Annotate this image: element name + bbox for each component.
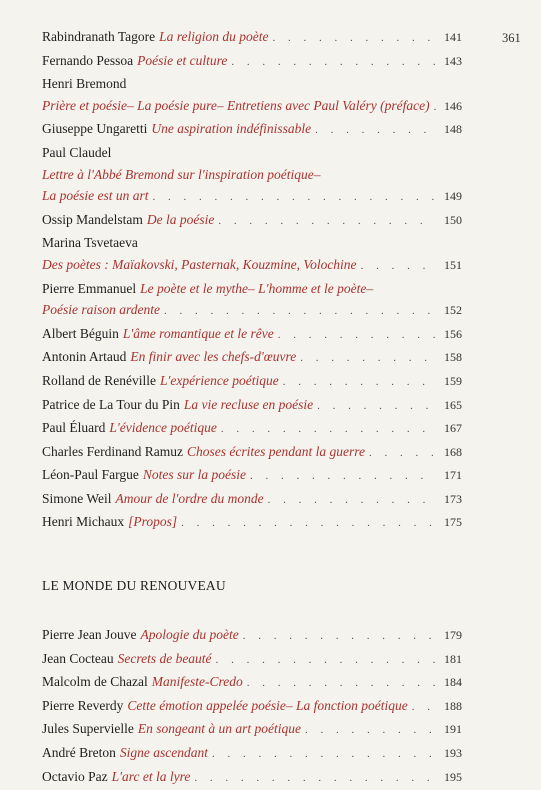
toc-entry-jouve xyxy=(42,624,462,648)
author-name: Ossip Mandelstam xyxy=(42,211,143,227)
work-title: Apologie du poète xyxy=(140,627,239,643)
work-title: La poésie est un art xyxy=(42,188,149,204)
dot-leader xyxy=(283,372,436,394)
toc-entry-paz xyxy=(42,766,462,790)
work-title: La vie recluse en poésie xyxy=(183,396,314,412)
work-title: Cette émotion appelée poésie– La fonction poétique xyxy=(127,697,408,713)
dot-leader xyxy=(247,673,436,695)
toc-entry-bremond xyxy=(42,73,462,118)
author-name: Paul Claudel xyxy=(42,144,112,160)
page-ref: 159 xyxy=(444,373,462,388)
toc-entry-emmanuel xyxy=(42,278,462,323)
dot-leader xyxy=(212,744,436,766)
work-title: Poésie raison ardente xyxy=(42,302,160,318)
dot-leader xyxy=(317,396,436,418)
author-name: Simone Weil xyxy=(42,490,112,506)
author-name: André Breton xyxy=(42,745,116,761)
toc-entry-weil xyxy=(42,488,462,512)
work-title: De la poésie xyxy=(146,211,215,227)
toc-entry-claudel xyxy=(42,142,462,209)
work-title: En finir avec les chefs-d'œuvre xyxy=(130,349,297,365)
author-name: Pierre Emmanuel xyxy=(42,280,137,296)
toc-entry-beguin xyxy=(42,323,462,347)
page-ref: 181 xyxy=(444,651,462,666)
page-ref: 141 xyxy=(444,30,462,44)
work-title: Lettre à l'Abbé Bremond sur l'inspiration poétique– xyxy=(42,166,321,182)
section-heading: LE MONDE DU RENOUVEAU xyxy=(42,578,226,594)
work-title: [Propos] xyxy=(128,514,178,530)
toc-entry-breton xyxy=(42,742,462,766)
page-ref: 173 xyxy=(444,491,462,506)
author-name: Patrice de La Tour du Pin xyxy=(42,396,180,412)
page-ref: 152 xyxy=(444,303,462,318)
work-title: Le poète et le mythe– L'homme et le poète– xyxy=(140,280,374,296)
table-of-contents xyxy=(42,26,462,789)
author-name: Albert Béguin xyxy=(42,325,119,341)
page-ref: 146 xyxy=(444,98,462,113)
page-ref: 150 xyxy=(444,212,462,227)
page-ref: 156 xyxy=(444,326,462,341)
toc-entry-fargue xyxy=(42,464,462,488)
author-name: Pierre Jean Jouve xyxy=(42,627,137,643)
work-title: Amour de l'ordre du monde xyxy=(115,490,264,506)
toc-entry-latourdupin xyxy=(42,394,462,418)
work-title: Une aspiration indéfinissable xyxy=(151,121,312,137)
author-name: Léon-Paul Fargue xyxy=(42,467,139,483)
dot-leader xyxy=(221,419,436,441)
page-ref: 148 xyxy=(444,122,462,137)
page-ref: 179 xyxy=(444,628,462,643)
work-title: Choses écrites pendant la guerre xyxy=(186,443,365,459)
author-name: Giuseppe Ungaretti xyxy=(42,121,148,137)
toc-entry-pessoa xyxy=(42,50,462,74)
work-title: Prière et poésie– La poésie pure– Entretiens avec Paul Valéry (préface) xyxy=(42,97,430,113)
toc-entry-chazal xyxy=(42,671,462,695)
page-number: 361 xyxy=(502,31,521,45)
work-title: Notes sur la poésie xyxy=(142,467,246,483)
page-ref: 158 xyxy=(444,350,462,365)
page-ref: 143 xyxy=(444,53,462,68)
toc-entry-ramuz xyxy=(42,441,462,465)
author-name: Jean Cocteau xyxy=(42,650,114,666)
dot-leader xyxy=(268,490,436,512)
work-title: Manifeste-Credo xyxy=(151,674,243,690)
dot-leader xyxy=(369,443,436,465)
toc-entry-michaux xyxy=(42,511,462,535)
author-name: Rolland de Renéville xyxy=(42,372,156,388)
work-title: Des poètes : Maïakovski, Pasternak, Kouzmine, Volochine xyxy=(42,256,357,272)
dot-leader xyxy=(434,97,436,119)
author-name: Henri Michaux xyxy=(42,514,125,530)
author-name: Malcolm de Chazal xyxy=(42,674,148,690)
work-title: La religion du poète xyxy=(159,29,269,44)
work-title: En songeant à un art poétique xyxy=(137,721,301,737)
dot-leader xyxy=(315,120,436,142)
work-title: Signe ascendant xyxy=(119,745,208,761)
work-title: L'expérience poétique xyxy=(159,372,279,388)
dot-leader xyxy=(278,325,436,347)
toc-entry-reverdy xyxy=(42,695,462,719)
dot-leader xyxy=(231,52,436,74)
page-ref: 171 xyxy=(444,468,462,483)
toc-entry-mandelstam xyxy=(42,209,462,233)
toc-entry-eluard xyxy=(42,417,462,441)
toc-entry-cocteau xyxy=(42,648,462,672)
author-name: Fernando Pessoa xyxy=(42,52,134,68)
author-name: Charles Ferdinand Ramuz xyxy=(42,443,183,459)
toc-entry-artaud xyxy=(42,346,462,370)
author-name: Henri Bremond xyxy=(42,76,127,92)
page-ref: 188 xyxy=(444,698,462,713)
work-title: L'âme romantique et le rêve xyxy=(122,325,274,341)
author-name: Rabindranath Tagore xyxy=(42,29,156,44)
author-name: Jules Supervielle xyxy=(42,721,134,737)
toc-entry-tagore xyxy=(42,26,462,50)
dot-leader xyxy=(164,301,436,323)
dot-leader xyxy=(153,187,437,209)
page-ref: 149 xyxy=(444,189,462,204)
dot-leader xyxy=(412,697,436,719)
page-ref: 191 xyxy=(444,722,462,737)
toc-entry-supervielle xyxy=(42,718,462,742)
dot-leader xyxy=(305,720,436,742)
author-name: Marina Tsvetaeva xyxy=(42,235,138,251)
page-ref: 165 xyxy=(444,397,462,412)
page-ref: 168 xyxy=(444,444,462,459)
page-ref: 184 xyxy=(444,675,462,690)
dot-leader xyxy=(243,626,436,648)
page-ref: 195 xyxy=(444,769,462,784)
work-title: Poésie et culture xyxy=(137,52,228,68)
page-ref: 175 xyxy=(444,515,462,530)
author-name: Pierre Reverdy xyxy=(42,697,124,713)
work-title: L'arc et la lyre xyxy=(111,768,191,784)
page-ref: 151 xyxy=(444,257,462,272)
page-ref: 167 xyxy=(444,421,462,436)
toc-entry-ungaretti xyxy=(42,118,462,142)
dot-leader xyxy=(273,28,436,50)
toc-entry-reneville xyxy=(42,370,462,394)
work-title: L'évidence poétique xyxy=(109,420,217,436)
dot-leader xyxy=(361,256,436,278)
author-name: Antonin Artaud xyxy=(42,349,127,365)
author-name: Paul Éluard xyxy=(42,420,106,436)
dot-leader xyxy=(181,513,436,535)
dot-leader xyxy=(218,211,436,233)
dot-leader xyxy=(216,650,436,672)
dot-leader xyxy=(250,466,436,488)
dot-leader xyxy=(194,768,436,790)
dot-leader xyxy=(300,348,436,370)
author-name: Octavio Paz xyxy=(42,768,108,784)
page-ref: 193 xyxy=(444,746,462,761)
toc-entry-tsvetaeva xyxy=(42,232,462,277)
work-title: Secrets de beauté xyxy=(117,650,212,666)
